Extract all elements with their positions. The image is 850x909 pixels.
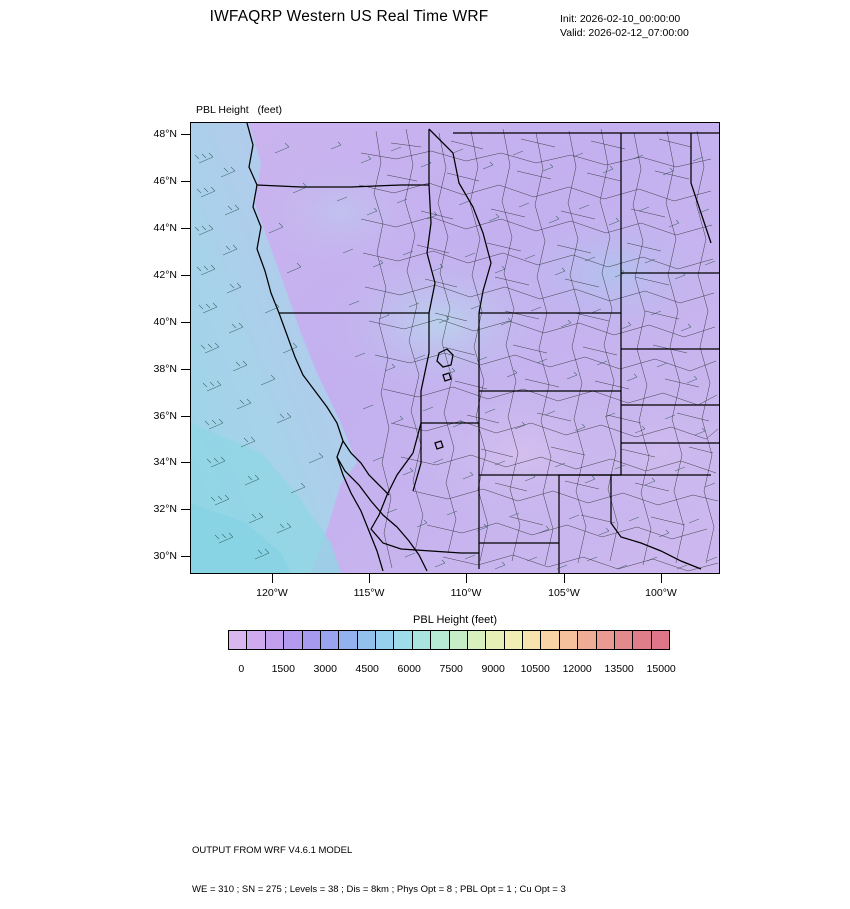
colorbar-tick-label: 4500 <box>355 663 379 675</box>
colorbar-swatch <box>339 631 357 649</box>
valid-time-label: Valid: 2026-02-12_07:00:00 <box>560 27 689 39</box>
colorbar-tick-label: 7500 <box>439 663 463 675</box>
colorbar-swatch <box>376 631 394 649</box>
colorbar-swatch <box>358 631 376 649</box>
colorbar-tick-label: 3000 <box>313 663 337 675</box>
colorbar-swatch <box>468 631 486 649</box>
lon-tick-mark <box>466 574 467 583</box>
colorbar-swatch <box>597 631 615 649</box>
lat-tick-label: 46°N <box>153 175 177 187</box>
lat-tick-label: 34°N <box>153 456 177 468</box>
lon-tick-mark <box>661 574 662 583</box>
colorbar-swatch <box>431 631 449 649</box>
colorbar-swatch <box>486 631 504 649</box>
colorbar-swatch <box>266 631 284 649</box>
colorbar-tick-label: 1500 <box>271 663 295 675</box>
pbl-height-label: PBL Height (feet) <box>196 104 282 116</box>
lon-tick-label: 100°W <box>645 587 677 599</box>
page-title-text: IWFAQRP Western US Real Time WRF <box>209 8 489 25</box>
colorbar <box>228 630 670 650</box>
lon-tick-label: 105°W <box>548 587 580 599</box>
colorbar-swatch <box>505 631 523 649</box>
model-version-line: OUTPUT FROM WRF V4.6.1 MODEL <box>192 845 353 856</box>
colorbar-swatch <box>450 631 468 649</box>
lon-tick-label: 115°W <box>353 587 385 599</box>
colorbar-swatch <box>615 631 633 649</box>
colorbar-tick-label: 13500 <box>604 663 634 675</box>
lon-tick-label: 120°W <box>256 587 288 599</box>
colorbar-swatch <box>247 631 265 649</box>
lat-tick-label: 36°N <box>153 410 177 422</box>
colorbar-tick-label: 6000 <box>397 663 421 675</box>
lat-tick-label: 40°N <box>153 316 177 328</box>
lat-tick-label: 48°N <box>153 128 177 140</box>
colorbar-swatch <box>303 631 321 649</box>
colorbar-swatch <box>321 631 339 649</box>
colorbar-ticks <box>228 663 676 677</box>
lon-tick-label: 110°W <box>450 587 482 599</box>
colorbar-tick-label: 9000 <box>481 663 505 675</box>
colorbar-tick-label: 12000 <box>562 663 592 675</box>
colorbar-swatch <box>413 631 431 649</box>
colorbar-swatch <box>541 631 559 649</box>
lon-tick-mark <box>564 574 565 583</box>
colorbar-swatch <box>523 631 541 649</box>
colorbar-title: PBL Height (feet) <box>413 614 497 626</box>
colorbar-swatch <box>578 631 596 649</box>
lat-tick-label: 32°N <box>153 503 177 515</box>
colorbar-swatch <box>652 631 669 649</box>
lat-tick-label: 44°N <box>153 222 177 234</box>
colorbar-swatch <box>284 631 302 649</box>
colorbar-tick-label: 15000 <box>646 663 676 675</box>
colorbar-tick-label: 0 <box>238 663 245 675</box>
colorbar-swatch <box>560 631 578 649</box>
lat-tick-label: 38°N <box>153 363 177 375</box>
colorbar-tick-label: 10500 <box>520 663 550 675</box>
colorbar-swatch <box>633 631 651 649</box>
init-time-label: Init: 2026-02-10_00:00:00 <box>560 13 681 25</box>
lon-tick-mark <box>272 574 273 583</box>
lat-tick-label: 42°N <box>153 269 177 281</box>
model-output-footer <box>192 818 566 909</box>
model-config-line: WE = 310 ; SN = 275 ; Levels = 38 ; Dis = 8km ; Phys Opt = 8 ; PBL Opt = 1 ; Cu Opt = 3 <box>192 884 566 895</box>
lon-tick-mark <box>369 574 370 583</box>
lat-tick-label: 30°N <box>153 550 177 562</box>
colorbar-swatch <box>229 631 247 649</box>
colorbar-swatch <box>394 631 412 649</box>
